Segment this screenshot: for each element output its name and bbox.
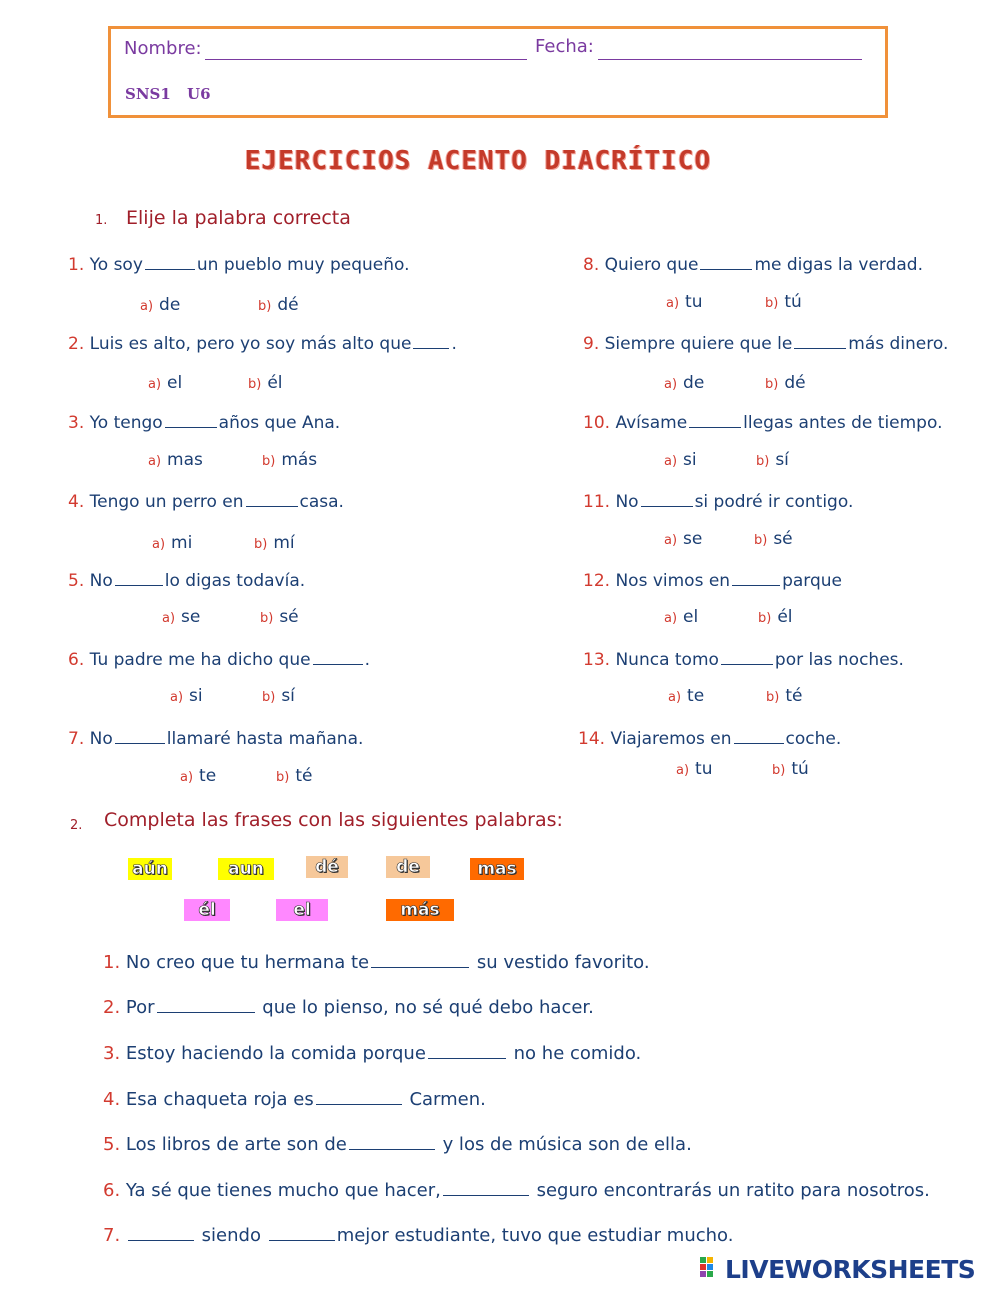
option-b[interactable] xyxy=(754,529,793,549)
question-1 xyxy=(68,255,410,275)
option-b-letter: b) xyxy=(754,533,768,548)
question-text-after: un pueblo muy pequeño. xyxy=(196,255,410,275)
option-a-text: de xyxy=(159,295,181,315)
answer-blank[interactable] xyxy=(246,505,298,507)
option-a[interactable] xyxy=(664,607,698,627)
option-a[interactable] xyxy=(676,759,713,779)
sentence-number: 5. xyxy=(103,1134,121,1155)
page-title: EJERCICIOS ACENTO DIACRÍTICO xyxy=(244,146,712,176)
answer-blank[interactable] xyxy=(641,505,693,507)
option-b-text: más xyxy=(281,450,318,470)
option-b[interactable] xyxy=(260,607,299,627)
question-12 xyxy=(583,571,842,591)
question-text-before: No xyxy=(89,571,113,591)
name-label: Nombre: xyxy=(124,38,202,59)
sentence-text: y los de música son de ella. xyxy=(442,1134,692,1155)
option-a[interactable] xyxy=(152,533,192,553)
question-number: 6. xyxy=(68,650,85,670)
question-number: 9. xyxy=(583,334,600,354)
question-number: 11. xyxy=(583,492,611,512)
option-a-text: tu xyxy=(685,292,703,312)
answer-blank[interactable] xyxy=(349,1148,435,1150)
question-number: 3. xyxy=(68,413,85,433)
answer-blank[interactable] xyxy=(794,347,846,349)
option-b-letter: b) xyxy=(258,299,272,314)
question-4 xyxy=(68,492,344,512)
option-b[interactable] xyxy=(765,292,802,312)
option-a[interactable] xyxy=(148,373,182,393)
question-number: 12. xyxy=(583,571,611,591)
question-number: 8. xyxy=(583,255,600,275)
question-10 xyxy=(583,413,942,433)
sentence-text: siendo xyxy=(201,1225,261,1246)
question-9 xyxy=(583,334,948,354)
question-number: 7. xyxy=(68,729,85,749)
question-6 xyxy=(68,650,370,670)
option-a-letter: a) xyxy=(664,533,678,548)
option-b[interactable] xyxy=(258,295,299,315)
option-a-letter: a) xyxy=(676,763,690,778)
sentence-text: mejor estudiante, tuvo que estudiar mucho. xyxy=(336,1225,734,1246)
question-text-after: parque xyxy=(782,571,843,591)
answer-blank[interactable] xyxy=(443,1194,529,1196)
sentence-5 xyxy=(103,1134,692,1155)
option-a[interactable] xyxy=(664,373,704,393)
question-text-after: casa. xyxy=(299,492,344,512)
word-chip: aún xyxy=(128,858,172,880)
option-b-text: tú xyxy=(784,292,802,312)
option-b[interactable] xyxy=(254,533,295,553)
question-text-after: por las noches. xyxy=(774,650,904,670)
option-a-letter: a) xyxy=(148,454,162,469)
option-b-text: él xyxy=(777,607,793,627)
option-a[interactable] xyxy=(140,295,180,315)
option-b-letter: b) xyxy=(772,763,786,778)
answer-blank[interactable] xyxy=(700,268,752,270)
answer-blank[interactable] xyxy=(689,426,741,428)
option-b-letter: b) xyxy=(276,770,290,785)
option-b-text: sé xyxy=(773,529,793,549)
option-a-letter: a) xyxy=(148,377,162,392)
option-a[interactable] xyxy=(664,450,697,470)
option-b-text: sí xyxy=(775,450,789,470)
sentence-2 xyxy=(103,997,594,1018)
option-a[interactable] xyxy=(162,607,200,627)
section2-number: 2. xyxy=(70,818,83,833)
question-number: 1. xyxy=(68,255,85,275)
section1-number: 1. xyxy=(95,213,108,228)
option-b-text: él xyxy=(267,373,283,393)
question-text-before: Quiero que xyxy=(604,255,699,275)
option-b-text: té xyxy=(785,686,803,706)
sentence-7 xyxy=(103,1225,733,1246)
option-a-text: tu xyxy=(695,759,713,779)
answer-blank[interactable] xyxy=(413,347,449,349)
answer-blank[interactable] xyxy=(734,742,784,744)
question-number: 2. xyxy=(68,334,85,354)
sentence-3 xyxy=(103,1043,641,1064)
option-a-letter: a) xyxy=(170,690,184,705)
question-text-before: Nos vimos en xyxy=(615,571,731,591)
option-b[interactable] xyxy=(766,686,802,706)
word-chip: mas xyxy=(470,858,524,880)
question-text-after: más dinero. xyxy=(848,334,949,354)
word-chip: dé xyxy=(306,856,348,878)
option-a-letter: a) xyxy=(140,299,154,314)
option-a-text: se xyxy=(181,607,201,627)
answer-blank[interactable] xyxy=(165,426,217,428)
question-14 xyxy=(578,729,841,749)
option-b-letter: b) xyxy=(765,296,779,311)
question-text-after: años que Ana. xyxy=(218,413,341,433)
option-b[interactable] xyxy=(276,766,312,786)
option-b-text: té xyxy=(295,766,313,786)
sentence-text: seguro encontrarás un ratito para nosotros. xyxy=(536,1180,930,1201)
option-a-text: mi xyxy=(171,533,193,553)
question-text-before: No xyxy=(615,492,639,512)
option-a[interactable] xyxy=(180,766,216,786)
sentence-text: Estoy haciendo la comida porque xyxy=(125,1043,426,1064)
option-a-text: si xyxy=(189,686,203,706)
option-b-letter: b) xyxy=(262,454,276,469)
option-b-text: tú xyxy=(791,759,809,779)
answer-blank[interactable] xyxy=(115,742,165,744)
question-text-before: Luis es alto, pero yo soy más alto que xyxy=(89,334,412,354)
sentence-text: Los libros de arte son de xyxy=(125,1134,347,1155)
question-number: 10. xyxy=(583,413,611,433)
answer-blank[interactable] xyxy=(128,1239,194,1241)
question-text-before: Tu padre me ha dicho que xyxy=(89,650,311,670)
question-text-after: coche. xyxy=(785,729,842,749)
sentence-number: 1. xyxy=(103,952,121,973)
answer-blank[interactable] xyxy=(428,1057,506,1059)
option-b-letter: b) xyxy=(756,454,770,469)
question-number: 14. xyxy=(578,729,606,749)
option-a-letter: a) xyxy=(668,690,682,705)
option-b[interactable] xyxy=(248,373,283,393)
sentence-6 xyxy=(103,1180,930,1201)
option-a-letter: a) xyxy=(664,377,678,392)
sentence-number: 7. xyxy=(103,1225,121,1246)
sentence-4 xyxy=(103,1089,486,1110)
word-chip: de xyxy=(386,856,430,878)
option-b-letter: b) xyxy=(254,537,268,552)
sentence-number: 3. xyxy=(103,1043,121,1064)
option-b[interactable] xyxy=(262,686,295,706)
option-b[interactable] xyxy=(772,759,809,779)
word-chip: aun xyxy=(218,858,274,880)
answer-blank[interactable] xyxy=(316,1103,402,1105)
question-13 xyxy=(583,650,904,670)
option-b-text: sé xyxy=(279,607,299,627)
option-b[interactable] xyxy=(262,450,317,470)
option-a-letter: a) xyxy=(664,454,678,469)
question-11 xyxy=(583,492,853,512)
option-a-text: el xyxy=(167,373,183,393)
question-3 xyxy=(68,413,340,433)
question-text-before: Tengo un perro en xyxy=(89,492,244,512)
answer-blank[interactable] xyxy=(721,663,773,665)
option-a-text: el xyxy=(683,607,699,627)
option-a[interactable] xyxy=(148,450,203,470)
unit-code: U6 xyxy=(187,85,211,103)
question-text-after: llamaré hasta mañana. xyxy=(166,729,364,749)
question-7 xyxy=(68,729,363,749)
option-b-text: sí xyxy=(281,686,295,706)
sentence-number: 6. xyxy=(103,1180,121,1201)
option-b-letter: b) xyxy=(248,377,262,392)
question-text-after: llegas antes de tiempo. xyxy=(743,413,943,433)
option-a-letter: a) xyxy=(152,537,166,552)
option-a-text: te xyxy=(687,686,705,706)
date-field[interactable] xyxy=(598,58,862,60)
option-b[interactable] xyxy=(758,607,793,627)
option-b-letter: b) xyxy=(260,611,274,626)
answer-blank[interactable] xyxy=(313,663,363,665)
question-text-before: Siempre quiere que le xyxy=(604,334,793,354)
sentence-text: Ya sé que tienes mucho que hacer, xyxy=(125,1180,441,1201)
option-a-text: si xyxy=(683,450,697,470)
question-number: 4. xyxy=(68,492,85,512)
question-5 xyxy=(68,571,305,591)
liveworksheets-logo-icon xyxy=(700,1257,722,1281)
question-text-after: lo digas todavía. xyxy=(164,571,306,591)
course-code: SNS1 xyxy=(125,85,171,103)
option-b-letter: b) xyxy=(262,690,276,705)
sentence-1 xyxy=(103,952,650,973)
option-b-letter: b) xyxy=(765,377,779,392)
option-a-text: de xyxy=(683,373,705,393)
sentence-text: su vestido favorito. xyxy=(476,952,650,973)
word-chip: él xyxy=(184,899,230,921)
option-b-text: mí xyxy=(273,533,295,553)
answer-blank[interactable] xyxy=(115,584,163,586)
option-a-letter: a) xyxy=(162,611,176,626)
question-8 xyxy=(583,255,923,275)
question-text-after: . xyxy=(451,334,457,354)
question-text-after: . xyxy=(364,650,370,670)
option-a-text: mas xyxy=(167,450,203,470)
question-text-before: No xyxy=(89,729,113,749)
option-a[interactable] xyxy=(664,529,702,549)
option-a-text: te xyxy=(199,766,217,786)
sentence-text: no he comido. xyxy=(513,1043,642,1064)
option-a-letter: a) xyxy=(666,296,680,311)
word-chip: el xyxy=(276,899,328,921)
sentence-text: No creo que tu hermana te xyxy=(125,952,370,973)
option-b[interactable] xyxy=(765,373,806,393)
question-number: 13. xyxy=(583,650,611,670)
question-text-before: Yo tengo xyxy=(89,413,163,433)
date-label: Fecha: xyxy=(535,36,594,57)
sentence-number: 4. xyxy=(103,1089,121,1110)
option-a-letter: a) xyxy=(180,770,194,785)
section1-title: Elije la palabra correcta xyxy=(126,207,351,229)
question-number: 5. xyxy=(68,571,85,591)
question-text-before: Yo soy xyxy=(89,255,143,275)
section2-title: Completa las frases con las siguientes palabras: xyxy=(104,809,563,831)
name-field[interactable] xyxy=(205,58,527,60)
sentence-number: 2. xyxy=(103,997,121,1018)
answer-blank[interactable] xyxy=(732,584,780,586)
word-chip: más xyxy=(386,899,454,921)
sentence-text: Por xyxy=(125,997,155,1018)
question-text-after: me digas la verdad. xyxy=(754,255,924,275)
option-b[interactable] xyxy=(756,450,789,470)
question-text-before: Nunca tomo xyxy=(615,650,719,670)
question-2 xyxy=(68,334,457,354)
question-text-before: Viajaremos en xyxy=(610,729,732,749)
option-b-letter: b) xyxy=(766,690,780,705)
sentence-text: que lo pienso, no sé qué debo hacer. xyxy=(262,997,594,1018)
question-text-before: Avísame xyxy=(615,413,688,433)
option-a-letter: a) xyxy=(664,611,678,626)
sentence-text: Carmen. xyxy=(409,1089,486,1110)
option-a[interactable] xyxy=(170,686,203,706)
option-a[interactable] xyxy=(668,686,704,706)
liveworksheets-logo xyxy=(700,1255,975,1284)
sentence-text: Esa chaqueta roja es xyxy=(125,1089,314,1110)
answer-blank[interactable] xyxy=(371,966,469,968)
option-a[interactable] xyxy=(666,292,703,312)
option-b-text: dé xyxy=(277,295,299,315)
answer-blank[interactable] xyxy=(145,268,195,270)
student-info-box xyxy=(108,26,888,118)
answer-blank[interactable] xyxy=(269,1239,335,1241)
logo-text: LIVEWORKSHEETS xyxy=(725,1255,976,1284)
option-b-text: dé xyxy=(784,373,806,393)
option-b-letter: b) xyxy=(758,611,772,626)
question-text-after: si podré ir contigo. xyxy=(694,492,854,512)
option-a-text: se xyxy=(683,529,703,549)
answer-blank[interactable] xyxy=(157,1011,255,1013)
